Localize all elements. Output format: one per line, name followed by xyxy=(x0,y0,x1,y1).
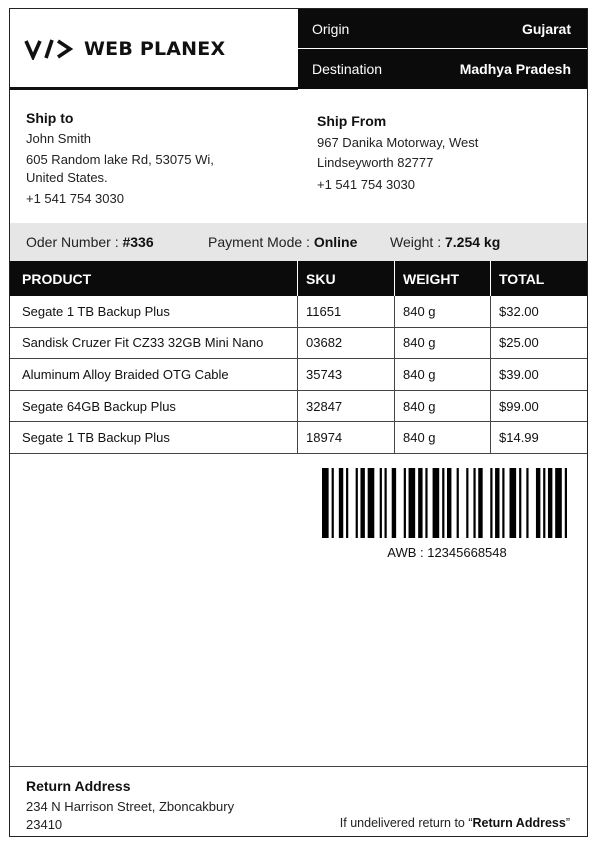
payment-mode-label: Payment Mode : xyxy=(208,234,314,250)
table-row xyxy=(10,296,587,328)
barcode-bar xyxy=(368,468,375,538)
barcode-bar xyxy=(502,468,504,538)
barcode-bar xyxy=(565,468,567,538)
weight-cell: 840 g xyxy=(395,296,491,327)
barcode-bar xyxy=(409,468,416,538)
barcode-bar xyxy=(536,468,540,538)
ship-to-block xyxy=(26,109,286,211)
sku-cell: 11651 xyxy=(298,296,395,327)
order-number-label: Oder Number : xyxy=(26,234,123,250)
shipping-label xyxy=(9,8,588,837)
destination-row xyxy=(298,49,587,89)
ship-to-phone: +1 541 754 3030 xyxy=(26,191,124,206)
table-header xyxy=(10,261,587,296)
sku-cell: 18974 xyxy=(298,422,395,453)
label-header xyxy=(10,9,587,89)
origin-row xyxy=(298,9,587,48)
awb-value: 12345668548 xyxy=(427,545,507,560)
barcode-bar xyxy=(457,468,459,538)
brand-logo xyxy=(10,9,298,89)
brand-name: WEB PLANEX xyxy=(84,38,226,60)
ship-from-title: Ship From xyxy=(317,113,387,129)
product-cell: Segate 64GB Backup Plus xyxy=(10,391,298,422)
product-cell: Sandisk Cruzer Fit CZ33 32GB Mini Nano xyxy=(10,328,298,359)
barcode-bar xyxy=(425,468,427,538)
order-weight-label: Weight : xyxy=(390,234,445,250)
barcode-bar xyxy=(346,468,348,538)
payment-mode xyxy=(208,234,357,250)
destination-label: Destination xyxy=(312,61,383,77)
weight-cell: 840 g xyxy=(395,422,491,453)
order-number xyxy=(26,234,154,250)
barcode-bar xyxy=(404,468,406,538)
barcode-bar xyxy=(526,468,528,538)
barcode-image xyxy=(322,468,572,538)
return-note-value: Return Address xyxy=(472,816,566,830)
product-cell: Segate 1 TB Backup Plus xyxy=(10,296,298,327)
barcode-bar xyxy=(356,468,358,538)
col-product-header: PRODUCT xyxy=(10,261,298,296)
barcode-bar xyxy=(495,468,499,538)
order-info-strip xyxy=(10,223,587,261)
table-row xyxy=(10,391,587,423)
col-weight-header: WEIGHT xyxy=(395,261,491,296)
weight-cell: 840 g xyxy=(395,359,491,390)
route-panel xyxy=(298,9,587,89)
sku-cell: 35743 xyxy=(298,359,395,390)
barcode-bar xyxy=(392,468,396,538)
awb-label: AWB : xyxy=(387,545,428,560)
sku-cell: 32847 xyxy=(298,391,395,422)
weight-cell: 840 g xyxy=(395,391,491,422)
order-weight-value: 7.254 kg xyxy=(445,234,501,250)
barcode-bar xyxy=(433,468,440,538)
total-cell: $99.00 xyxy=(499,398,539,414)
ship-to-title: Ship to xyxy=(26,110,74,126)
col-sku-header: SKU xyxy=(298,261,395,296)
footer-divider xyxy=(10,766,587,767)
return-note-open-quote: “ xyxy=(468,816,473,830)
awb-number xyxy=(322,545,572,560)
barcode-bar xyxy=(519,468,521,538)
barcode-bar xyxy=(332,468,334,538)
product-table xyxy=(10,261,587,454)
product-cell: Aluminum Alloy Braided OTG Cable xyxy=(10,359,298,390)
payment-mode-value: Online xyxy=(313,234,358,250)
return-note xyxy=(340,816,570,830)
barcode-bar xyxy=(442,468,444,538)
table-row xyxy=(10,422,587,454)
return-address-block xyxy=(26,777,234,834)
order-weight xyxy=(390,234,500,250)
return-address-line1: 234 N Harrison Street, Zboncakbury xyxy=(26,799,235,814)
barcode-bar xyxy=(490,468,492,538)
code-slash-icon xyxy=(24,38,76,60)
sku-cell: 03682 xyxy=(298,328,395,359)
table-row xyxy=(10,359,587,391)
total-cell: $39.00 xyxy=(499,366,539,382)
barcode-bar xyxy=(473,468,475,538)
barcode-bar xyxy=(466,468,468,538)
col-total-header: TOTAL xyxy=(499,270,545,287)
product-cell: Segate 1 TB Backup Plus xyxy=(10,422,298,453)
ship-from-block xyxy=(317,112,577,197)
header-divider xyxy=(10,87,298,90)
return-note-prefix: If undelivered return to xyxy=(339,816,469,830)
ship-from-address: 967 Danika Motorway, West Lindseyworth 82777 xyxy=(317,135,479,170)
barcode-bar xyxy=(418,468,422,538)
barcode-bar xyxy=(543,468,545,538)
barcode-bar xyxy=(447,468,451,538)
barcode-bar xyxy=(380,468,382,538)
ship-to-name: John Smith xyxy=(26,131,92,146)
ship-to-address: 605 Random lake Rd, 53075 Wi, United States. xyxy=(26,152,214,185)
barcode-bar xyxy=(478,468,482,538)
return-address-title: Return Address xyxy=(26,778,131,794)
weight-cell: 840 g xyxy=(395,328,491,359)
barcode-bar xyxy=(555,468,562,538)
barcode-bar xyxy=(385,468,387,538)
total-cell: $32.00 xyxy=(499,303,539,319)
total-cell: $14.99 xyxy=(499,430,539,446)
origin-label: Origin xyxy=(312,20,350,37)
table-row xyxy=(10,328,587,360)
return-note-close-quote: ” xyxy=(565,816,570,830)
barcode-bar xyxy=(322,468,329,538)
ship-from-phone: +1 541 754 3030 xyxy=(317,177,415,192)
return-address-line2: 23410 xyxy=(26,817,63,832)
destination-value: Madhya Pradesh xyxy=(459,61,571,77)
origin-value: Gujarat xyxy=(521,20,571,37)
barcode-bar xyxy=(339,468,343,538)
barcode-bar xyxy=(548,468,552,538)
total-cell: $25.00 xyxy=(499,335,539,351)
barcode-bar xyxy=(360,468,364,538)
order-number-value: #336 xyxy=(122,234,154,250)
barcode-bar xyxy=(510,468,517,538)
